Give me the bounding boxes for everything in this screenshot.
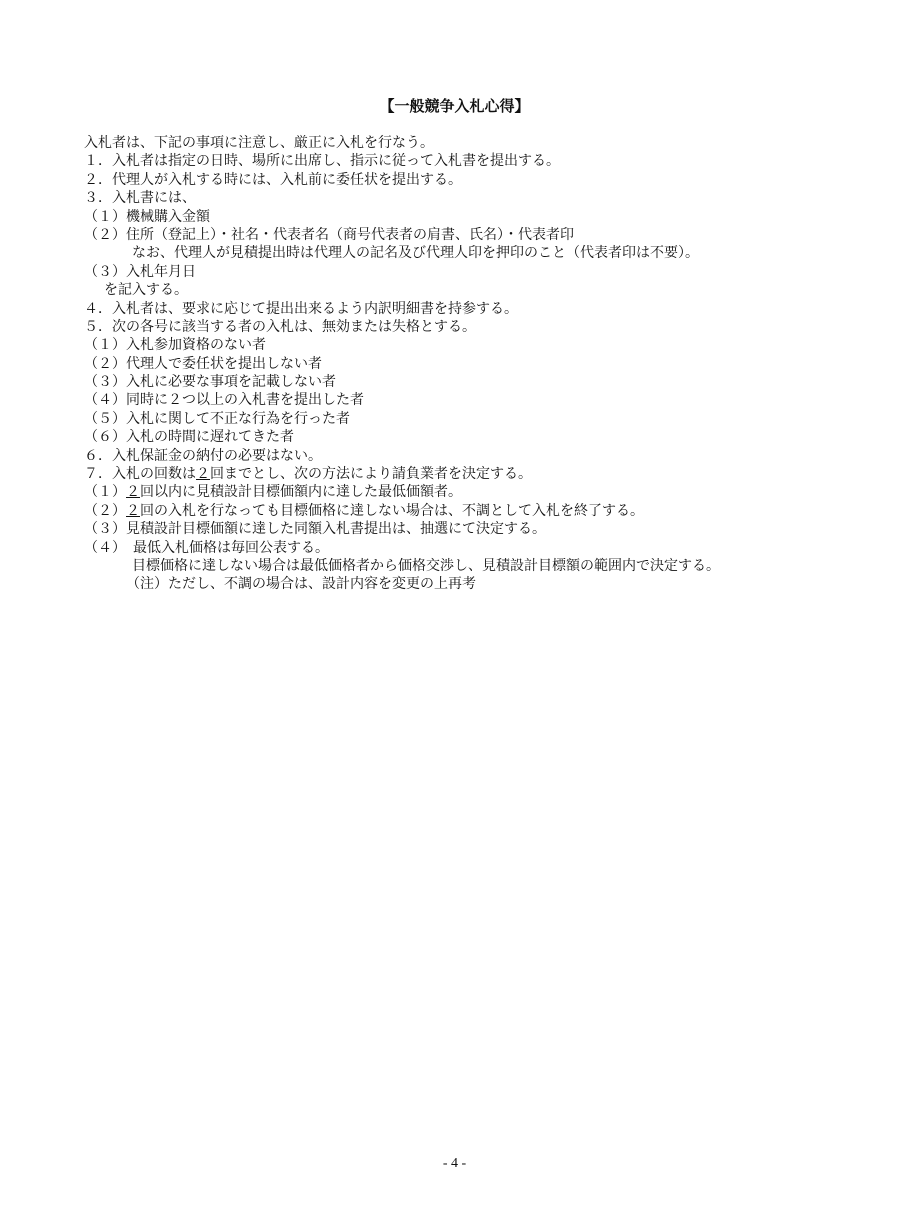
item-7-1 (84, 483, 874, 501)
intro-line: 入札者は、下記の事項に注意し、厳正に入札を行なう。 (84, 135, 434, 151)
item-7-1-count: ２ (126, 484, 140, 501)
item-5-4: （４）同時に２つ以上の入札書を提出した者 (84, 392, 364, 409)
item-5-3: （３）入札に必要な事項を記載しない者 (84, 374, 336, 391)
item-3: ３．入札書には、 (84, 190, 196, 207)
item-3-end: を記入する。 (104, 282, 188, 299)
item-4: ４．入札者は、要求に応じて提出出来るよう内訳明細書を持参する。 (84, 300, 518, 317)
item-7-2-suffix: 回の入札を行なっても目標価格に達しない場合は、不調として入札を終了する。 (140, 502, 644, 519)
item-3-2-note: なお、代理人が見積提出時は代理人の記名及び代理人印を押印のこと（代表者印は不要）。 (132, 245, 699, 262)
item-5-2: （２）代理人で委任状を提出しない者 (84, 355, 322, 372)
item-5-1: （１）入札参加資格のない者 (84, 337, 266, 354)
document-title: 【一般競争入札心得】 (379, 97, 530, 115)
item-7-3: （３）見積設計目標価額に達した同額入札書提出は、抽選にて決定する。 (84, 521, 546, 538)
item-7-count: ２ (196, 466, 210, 483)
item-3-2: （２）住所（登記上）・社名・代表者名（商号代表者の肩書、氏名）・代表者印 (84, 226, 574, 243)
item-7-2-count: ２ (126, 502, 140, 519)
item-7-2-prefix: （２） (84, 502, 126, 519)
item-3-1: （１）機械購入金額 (84, 208, 210, 225)
item-7-1-suffix: 回以内に見積設計目標価額内に達した最低価額者。 (140, 484, 462, 501)
item-7-1-prefix: （１） (84, 484, 126, 501)
item-7-prefix: ７．入札の回数は (84, 466, 196, 483)
item-7-4: （４） 最低入札価格は毎回公表する。 (84, 539, 329, 556)
item-7-suffix: 回までとし、次の方法により請負業者を決定する。 (210, 466, 532, 483)
item-2: ２．代理人が入札する時には、入札前に委任状を提出する。 (84, 171, 462, 188)
page-number: - 4 - (442, 1156, 467, 1171)
item-5-5: （５）入札に関して不正な行為を行った者 (84, 410, 350, 427)
document-body (84, 134, 874, 594)
item-5-6: （６）入札の時間に遅れてきた者 (84, 429, 294, 446)
item-3-3: （３）入札年月日 (84, 263, 196, 280)
item-7-4-caveat: （注）ただし、不調の場合は、設計内容を変更の上再考 (126, 576, 476, 593)
item-7 (84, 465, 874, 483)
item-7-2 (84, 502, 874, 520)
item-1: １．入札者は指定の日時、場所に出席し、指示に従って入札書を提出する。 (84, 153, 560, 170)
item-6: ６．入札保証金の納付の必要はない。 (84, 447, 322, 464)
item-5: ５．次の各号に該当する者の入札は、無効または失格とする。 (84, 318, 476, 335)
item-7-4-note: 目標価格に達しない場合は最低価格者から価格交渉し、見積設計目標額の範囲内で決定する。 (132, 557, 720, 574)
